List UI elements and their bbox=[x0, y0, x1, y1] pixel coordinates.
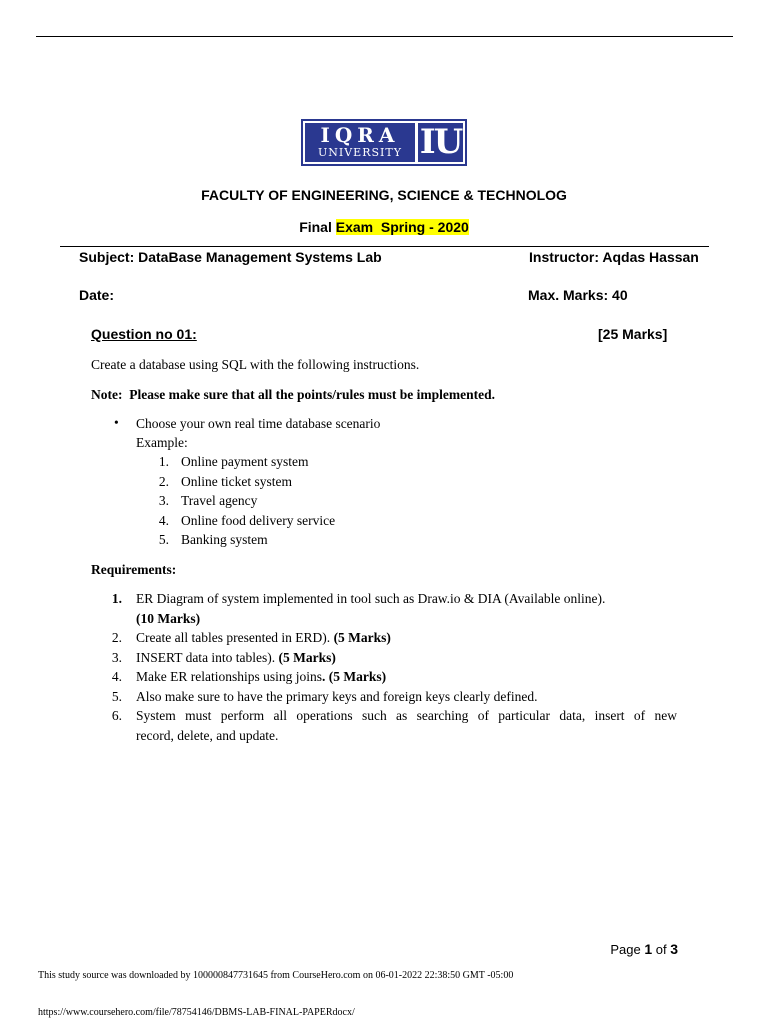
example-number: 1. bbox=[158, 454, 169, 469]
example-list bbox=[147, 454, 447, 554]
max-marks-field: Max. Marks: 40 bbox=[528, 287, 628, 303]
question-intro: Create a database using SQL with the following instructions. bbox=[91, 357, 420, 372]
header-rule bbox=[60, 246, 709, 247]
university-logo bbox=[301, 119, 467, 166]
logo-university-text: UNIVERSITY bbox=[318, 146, 402, 159]
logo-mark bbox=[418, 123, 463, 162]
requirement-text: INSERT data into tables). bbox=[136, 649, 279, 665]
requirement-number: 1. bbox=[111, 591, 122, 606]
instructor-field: Instructor: Aqdas Hassan bbox=[529, 249, 699, 265]
top-rule bbox=[36, 36, 733, 37]
bullet-dot: • bbox=[114, 415, 119, 430]
requirements-list bbox=[100, 591, 680, 751]
logo-wordmark bbox=[305, 123, 415, 162]
requirement-item-cont: record, delete, and update. bbox=[136, 727, 279, 743]
requirement-number: 5. bbox=[111, 688, 122, 704]
requirement-number: 3. bbox=[111, 649, 122, 665]
logo-iqra-text: IQRA bbox=[320, 123, 400, 147]
exam-prefix: Final bbox=[299, 219, 332, 235]
requirement-text: Create all tables presented in ERD). bbox=[136, 630, 334, 645]
question-marks: [25 Marks] bbox=[598, 326, 668, 342]
bullet-scenario: Choose your own real time database scenario bbox=[136, 416, 381, 431]
example-label: Example: bbox=[136, 435, 188, 450]
page-total: 3 bbox=[670, 941, 678, 957]
requirement-number: 2. bbox=[111, 630, 122, 645]
requirement-item bbox=[136, 669, 386, 685]
faculty-title: FACULTY OF ENGINEERING, SCIENCE & TECHNOLOG bbox=[201, 187, 567, 203]
example-item: Online payment system bbox=[181, 454, 309, 469]
question-title: Question no 01: bbox=[91, 326, 197, 342]
requirement-marks: . (5 Marks) bbox=[322, 669, 387, 684]
download-note: This study source was downloaded by 100000847731645 from CourseHero.com on 06-01-2022 22:38:50 GMT -05:00 bbox=[38, 970, 514, 981]
page-current: 1 bbox=[644, 941, 653, 957]
date-field: Date: bbox=[79, 287, 115, 303]
example-number: 2. bbox=[158, 473, 169, 489]
page-label: Page bbox=[610, 942, 645, 957]
note-text: Note: Please make sure that all the points/rules must be implemented. bbox=[91, 387, 495, 402]
requirement-item: ER Diagram of system implemented in tool such as Draw.io & DIA (Available online). bbox=[136, 591, 606, 606]
example-item: Online food delivery service bbox=[181, 512, 336, 528]
requirement-item: Also make sure to have the primary keys and foreign keys clearly defined. bbox=[136, 688, 538, 704]
exam-title bbox=[0, 219, 768, 235]
page-number bbox=[610, 941, 678, 957]
example-number: 4. bbox=[158, 512, 169, 528]
requirement-number: 4. bbox=[111, 669, 122, 684]
source-url[interactable]: https://www.coursehero.com/file/78754146/DBMS-LAB-FINAL-PAPERdocx/ bbox=[38, 1007, 355, 1018]
requirement-number: 6. bbox=[111, 708, 122, 723]
requirement-marks: (10 Marks) bbox=[136, 610, 201, 626]
requirement-marks: (5 Marks) bbox=[333, 630, 391, 645]
example-item: Banking system bbox=[181, 532, 268, 547]
requirements-label: Requirements: bbox=[91, 562, 177, 577]
requirement-item bbox=[136, 650, 336, 666]
requirement-item: System must perform all operations such as searching of particular data, insert of new bbox=[136, 708, 677, 723]
requirement-item bbox=[136, 630, 391, 646]
subject-field: Subject: DataBase Management Systems Lab bbox=[79, 249, 382, 265]
example-number: 5. bbox=[158, 532, 169, 547]
requirement-text: Make ER relationships using joins bbox=[136, 669, 322, 684]
exam-highlight: Exam Spring - 2020 bbox=[335, 219, 469, 235]
logo-iu-text: IU bbox=[419, 122, 462, 162]
page-of: of bbox=[652, 942, 671, 957]
example-item: Online ticket system bbox=[181, 473, 292, 489]
example-number: 3. bbox=[158, 493, 169, 508]
requirement-marks: (5 Marks) bbox=[278, 649, 336, 665]
example-item: Travel agency bbox=[181, 493, 258, 508]
